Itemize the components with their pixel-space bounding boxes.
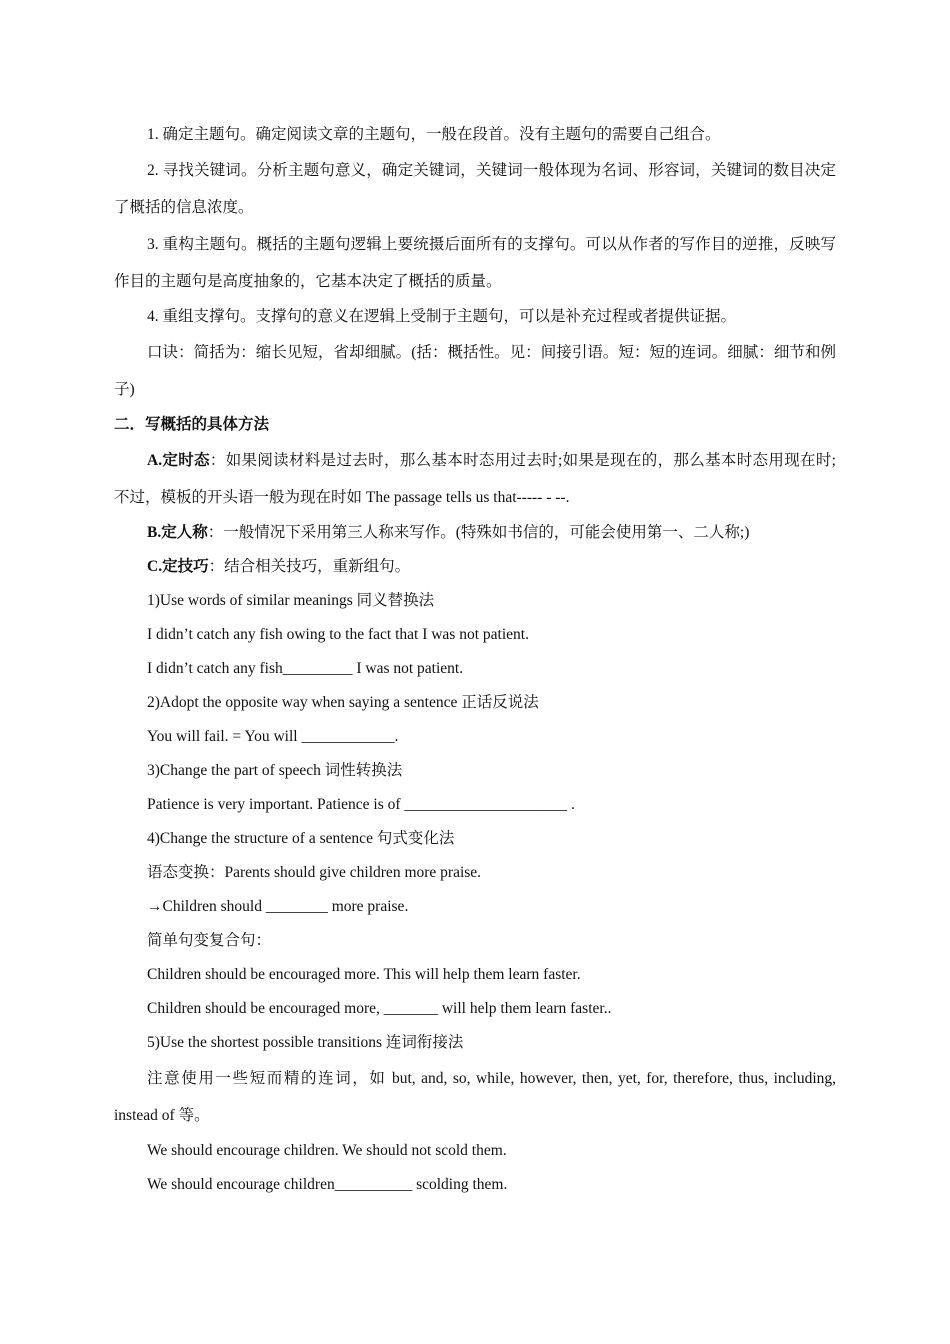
tense-label: A.定时态 (147, 452, 210, 469)
technique-label: C.定技巧 (147, 558, 209, 575)
method-5-title: 5)Use the shortest possible transitions 连词衔接法 (147, 1034, 464, 1051)
step-1: 1. 确定主题句。确定阅读文章的主题句，一般在段首。没有主题句的需要自己组合。 (147, 126, 721, 143)
method-3-title: 3)Change the part of speech 词性转换法 (147, 762, 403, 779)
method-4-example-1: Children should be encouraged more. This will help them learn faster. (147, 966, 581, 983)
tense-text: ：如果阅读材料是过去时，那么基本时态用过去时;如果是现在的，那么基本时态用现在时;不过，模板的开头语一般为现在时如 The passage tells us that----- - --. (114, 452, 836, 506)
method-4-complex: 简单句变复合句： (147, 932, 272, 949)
step-3: 3. 重构主题句。概括的主题句逻辑上要统摄后面所有的支撑句。可以从作者的写作目的逆推，反映写作目的主题句是高度抽象的，它基本决定了概括的质量。 (114, 236, 836, 290)
technique-text: ：结合相关技巧，重新组句。 (208, 558, 411, 575)
method-4-example-2: Children should be encouraged more, _______ will help them learn faster.. (147, 1000, 612, 1017)
step-2: 2. 寻找关键词。分析主题句意义，确定关键词，关键词一般体现为名词、形容词，关键词的数目决定了概括的信息浓度。 (114, 162, 836, 216)
mnemonic: 口诀：简括为：缩长见短，省却细腻。(括：概括性。见：间接引语。短：短的连词。细腻：细节和例子) (114, 344, 836, 398)
document-page (114, 118, 836, 1202)
method-3-example-1: Patience is very important. Patience is of _____________________ . (147, 796, 575, 813)
section-title: 二．写概括的具体方法 (114, 416, 270, 433)
person-text: ：一般情况下采用第三人称来写作。(特殊如书信的，可能会使用第一、二人称;) (207, 524, 750, 541)
step-4: 4. 重组支撑句。支撑句的意义在逻辑上受制于主题句，可以是补充过程或者提供证据。 (147, 308, 737, 325)
person-label: B.定人称 (147, 524, 208, 541)
method-5-example-2: We should encourage children__________ scolding them. (147, 1176, 508, 1193)
method-1-example-1: I didn’t catch any fish owing to the fact that I was not patient. (147, 626, 529, 643)
technique-paragraph (114, 550, 836, 584)
person-paragraph (114, 516, 836, 550)
method-4-voice-example: →Children should ________ more praise. (147, 898, 409, 915)
method-2-example-1: You will fail. = You will ____________. (147, 728, 399, 745)
tense-paragraph (114, 442, 836, 516)
method-4-voice: 语态变换：Parents should give children more praise. (147, 864, 482, 881)
method-2-title: 2)Adopt the opposite way when saying a sentence 正话反说法 (147, 694, 539, 711)
method-5-example-1: We should encourage children. We should not scold them. (147, 1142, 507, 1159)
method-1-example-2: I didn’t catch any fish_________ I was not patient. (147, 660, 464, 677)
method-1-title: 1)Use words of similar meanings 同义替换法 (147, 592, 435, 609)
method-4-title: 4)Change the structure of a sentence 句式变化法 (147, 830, 455, 847)
method-5-note: 注意使用一些短而精的连词，如 but, and, so, while, however, then, yet, for, therefore, thus, including, instead of 等。 (114, 1070, 836, 1124)
